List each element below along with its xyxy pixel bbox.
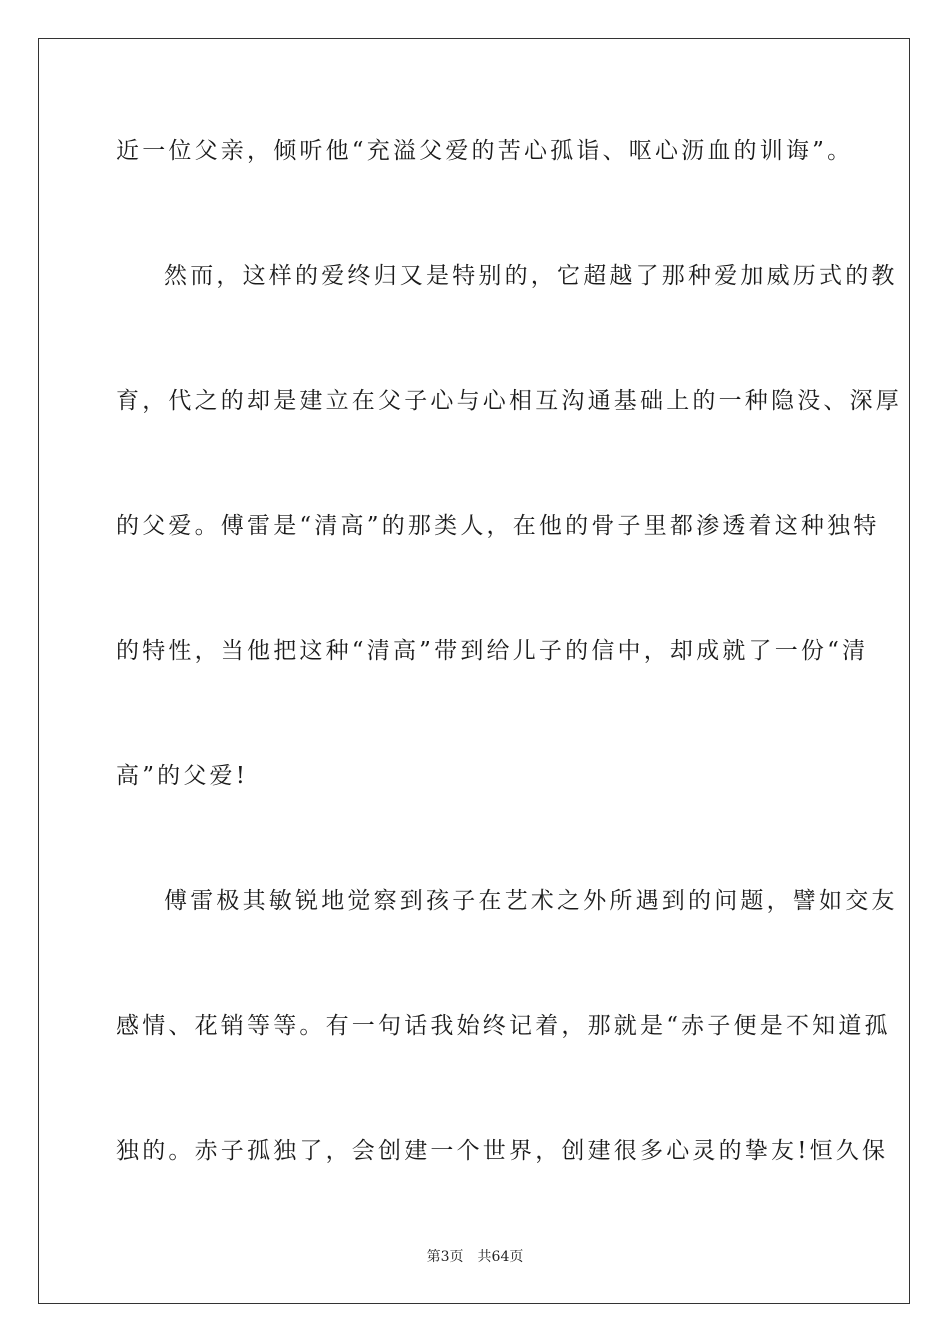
- text-line: 感情、花销等等。有一句话我始终记着，那就是“赤子便是不知道孤: [116, 1013, 891, 1039]
- page-number: 第3页: [426, 1249, 464, 1265]
- total-pages: 共64页: [477, 1249, 524, 1265]
- text-line: 独的。赤子孤独了，会创建一个世界，创建很多心灵的挚友!恒久保: [116, 1138, 889, 1164]
- text-line: 然而，这样的爱终归又是特别的，它超越了那种爱加威历式的教: [164, 263, 898, 289]
- text-line: 高”的父爱!: [116, 763, 249, 789]
- text-line: 育，代之的却是建立在父子心与心相互沟通基础上的一种隐没、深厚: [116, 388, 902, 414]
- page-footer: [0, 1248, 950, 1266]
- text-line: 的父爱。傅雷是“清高”的那类人，在他的骨子里都渗透着这种独特: [116, 513, 880, 539]
- page-border: [38, 38, 910, 1304]
- text-line: 近一位父亲，倾听他“充溢父爱的苦心孤诣、呕心沥血的训诲”。: [116, 138, 854, 164]
- text-line: 的特性，当他把这种“清高”带到给儿子的信中，却成就了一份“清: [116, 638, 869, 664]
- text-line: 傅雷极其敏锐地觉察到孩子在艺术之外所遇到的问题，譬如交友: [164, 888, 898, 914]
